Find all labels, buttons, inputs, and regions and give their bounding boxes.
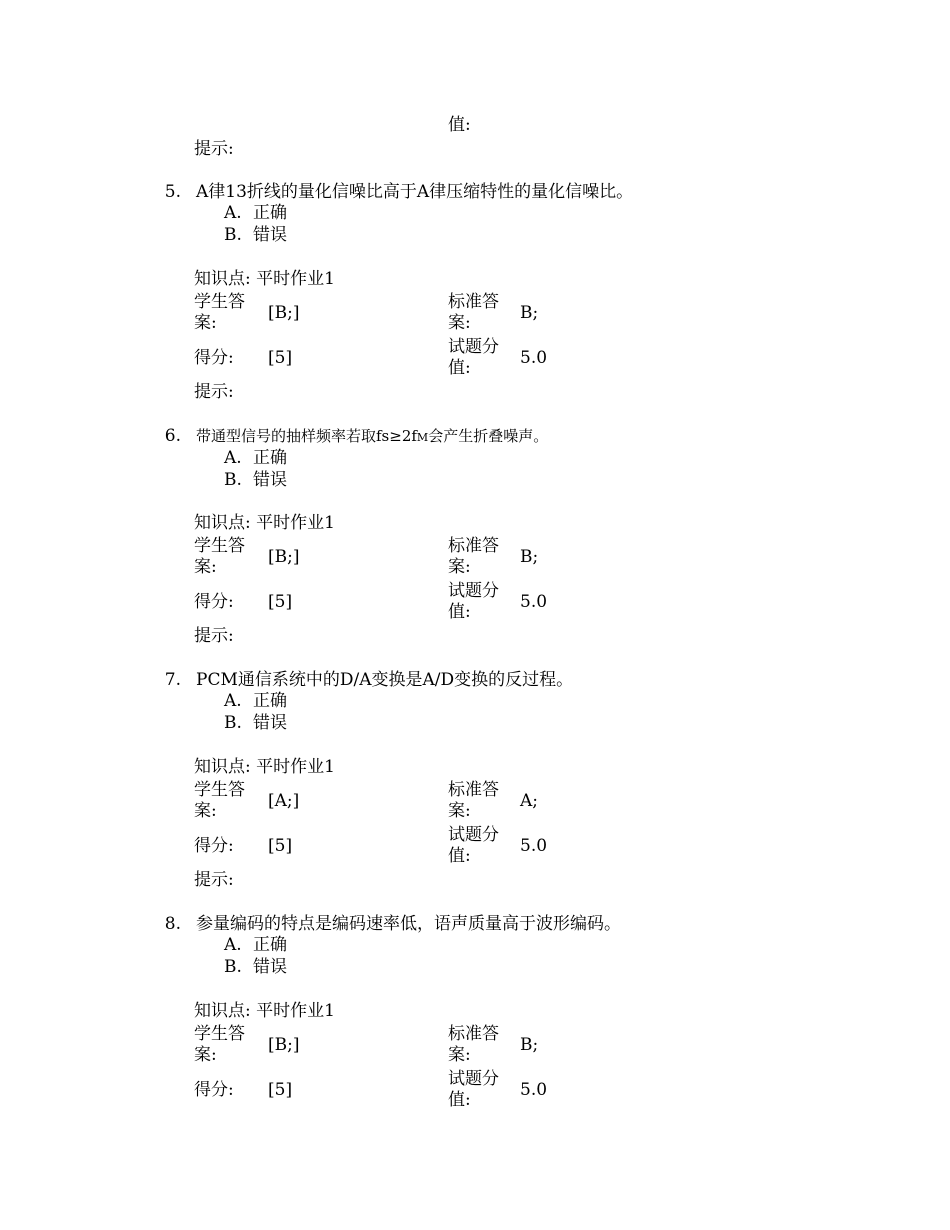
score-label: 得分: [194,348,234,368]
question-number: 6. [164,426,181,446]
score-label: 得分: [194,1080,234,1100]
question-number: 7. [164,670,181,690]
question-text: 参量编码的特点是编码速率低，语声质量高于波形编码。 [196,914,621,934]
standard-answer-value: B; [520,1035,539,1055]
option-a-label: 正确 [253,691,287,711]
option-a-label: 正确 [253,935,287,955]
option-a-key: A. [224,691,242,711]
question-value: 5.0 [520,836,548,856]
question-value-label: 试题分 值: [448,337,499,378]
hint-label: 提示: [194,626,234,646]
question-value: 5.0 [520,1080,548,1100]
score-label: 得分: [194,592,234,612]
student-answer-label: 学生答 案: [194,292,245,333]
student-answer-label: 学生答 案: [194,780,245,821]
question-value-label: 试题分 值: [448,581,499,622]
option-a-key: A. [224,448,242,468]
standard-answer-label: 标准答 案: [448,780,499,821]
student-answer-label: 学生答 案: [194,536,245,577]
score-value: [5] [268,592,293,612]
student-answer-value: [B;] [268,303,300,323]
score-value: [5] [268,1080,293,1100]
question-number: 5. [164,182,181,202]
option-b-label: 错误 [253,470,287,490]
question-text: PCM通信系统中的D/A变换是A/D变换的反过程。 [196,670,574,690]
option-b-key: B. [224,470,242,490]
option-b-label: 错误 [253,957,287,977]
option-b-key: B. [224,957,242,977]
option-a-label: 正确 [253,448,287,468]
student-answer-value: [B;] [268,547,300,567]
knowledge-point: 知识点: 平时作业1 [194,1001,335,1021]
option-b-key: B. [224,225,242,245]
knowledge-point: 知识点: 平时作业1 [194,757,335,777]
question-value-label: 试题分 值: [448,825,499,866]
standard-answer-label: 标准答 案: [448,1024,499,1065]
question-number: 8. [164,914,181,934]
hint-label: 提示: [194,382,234,402]
option-a-key: A. [224,935,242,955]
option-a-label: 正确 [253,203,287,223]
standard-answer-value: B; [520,303,539,323]
standard-answer-value: B; [520,547,539,567]
student-answer-value: [A;] [268,791,300,811]
score-value: [5] [268,836,293,856]
knowledge-point: 知识点: 平时作业1 [194,269,335,289]
student-answer-label: 学生答 案: [194,1024,245,1065]
option-b-key: B. [224,713,242,733]
question-value: 5.0 [520,348,548,368]
question-text: 带通型信号的抽样频率若取fs≥2fM会产生折叠噪声。 [196,427,549,445]
option-b-label: 错误 [253,225,287,245]
option-b-label: 错误 [253,713,287,733]
prev-hint-label: 提示: [194,139,234,159]
hint-label: 提示: [194,870,234,890]
prev-question-value-tail: 值: [448,115,471,135]
question-text: A律13折线的量化信噪比高于A律压缩特性的量化信噪比。 [196,182,634,202]
option-a-key: A. [224,203,242,223]
standard-answer-value: A; [520,791,539,811]
student-answer-value: [B;] [268,1035,300,1055]
score-value: [5] [268,348,293,368]
score-label: 得分: [194,836,234,856]
knowledge-point: 知识点: 平时作业1 [194,513,335,533]
standard-answer-label: 标准答 案: [448,536,499,577]
question-value-label: 试题分 值: [448,1069,499,1110]
question-value: 5.0 [520,592,548,612]
standard-answer-label: 标准答 案: [448,292,499,333]
